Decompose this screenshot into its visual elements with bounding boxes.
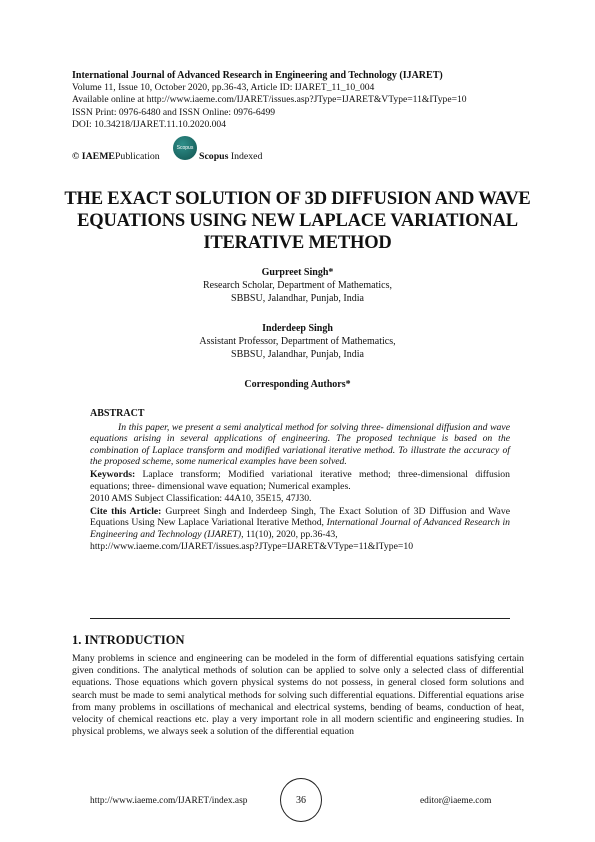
- available-line[interactable]: Available online at http://www.iaeme.com/IJARET/issues.asp?JType=IJARET&VType=11&IType=10: [72, 94, 467, 106]
- publication-text: Publication: [114, 151, 160, 162]
- keywords-text: Laplace transform; Modified variational iterative method; three-dimensional diffusion equations; three- dimensional wave equation; Numerical examples.: [90, 468, 510, 492]
- keywords-line: [90, 469, 510, 492]
- author-block-1: [0, 266, 595, 305]
- publisher-line: [72, 151, 160, 162]
- cite-journal: International Journal of Advanced Research in Engineering and Technology (IJARET),: [90, 517, 510, 540]
- author-block-2: [0, 322, 595, 361]
- scopus-indexed-label: [199, 151, 262, 162]
- introduction-body: Many problems in science and engineering can be modeled in the form of differential equations satisfying certain given conditions. The analytical methods of solution can be applied to solve only a selected class of differential equations. Those equations which govern physical systems do not possess, in general closed form solutions and search must be made to semi analytical methods for solving such differential equations. Differential equations arise from many problems in oscillations of mechanical and electrical systems, bending of beams, conduction of heat, velocity of chemical reactions etc. play a very important role in all modern scientific and engineering studies. In physical problems, we always seek a solution of the differential equation: [72, 653, 524, 738]
- paper-title: THE EXACT SOLUTION OF 3D DIFFUSION AND WAVE EQUATIONS USING NEW LAPLACE VARIATIONAL ITERATIVE METHOD: [64, 189, 531, 253]
- scopus-bold-text: Scopus: [199, 151, 229, 162]
- scopus-logo-text: Scopus: [176, 145, 194, 151]
- page-number-text: 36: [296, 794, 306, 806]
- author-name: Gurpreet Singh*: [261, 267, 334, 278]
- author-name: Inderdeep Singh: [262, 323, 333, 334]
- issn-line: ISSN Print: 0976-6480 and ISSN Online: 0976-6499: [72, 106, 276, 118]
- ams-classification: 2010 AMS Subject Classification: 44A10, 35E15, 47J30.: [90, 493, 312, 505]
- page-number: [280, 778, 322, 822]
- section-divider: [90, 618, 510, 619]
- cite-label: Cite this Article:: [90, 505, 162, 517]
- abstract-section: [90, 408, 510, 552]
- introduction-heading: 1. INTRODUCTION: [72, 633, 185, 647]
- cite-tail: 11(10), 2020, pp.36-43,: [243, 528, 338, 540]
- volume-line: Volume 11, Issue 10, October 2020, pp.36-43, Article ID: IJARET_11_10_004: [72, 82, 375, 94]
- cite-url-link[interactable]: http://www.iaeme.com/IJARET/issues.asp?JType=IJARET&VType=11&IType=10: [90, 540, 414, 552]
- corresponding-label: Corresponding Authors*: [244, 379, 351, 390]
- author-affiliation-line: Assistant Professor, Department of Mathematics,: [199, 336, 396, 347]
- author-affiliation-line: SBBSU, Jalandhar, Punjab, India: [231, 349, 364, 360]
- abstract-heading: ABSTRACT: [90, 408, 145, 419]
- copyright-text: © IAEME: [72, 151, 115, 162]
- journal-title: International Journal of Advanced Research in Engineering and Technology (IJARET): [72, 70, 443, 81]
- corresponding-authors: [0, 378, 595, 391]
- author-affiliation-line: Research Scholar, Department of Mathematics,: [203, 280, 392, 291]
- footer-email-link[interactable]: editor@iaeme.com: [420, 796, 492, 806]
- author-affiliation-line: SBBSU, Jalandhar, Punjab, India: [231, 293, 364, 304]
- keywords-label: Keywords:: [90, 468, 136, 480]
- scopus-logo-icon: [173, 136, 197, 160]
- footer-url-link[interactable]: http://www.iaeme.com/IJARET/index.asp: [90, 796, 248, 806]
- citation-block: [90, 506, 510, 552]
- indexed-text: Indexed: [228, 151, 263, 162]
- doi-line[interactable]: DOI: 10.34218/IJARET.11.10.2020.004: [72, 118, 227, 130]
- journal-header: [72, 70, 532, 131]
- abstract-body: In this paper, we present a semi analytical method for solving three- dimensional diffusion and wave equations arising in several applications of engineering. The proposed technique is based on the combination of Laplace transform and modified variational iterative method. To illustrate the accuracy of the proposed scheme, some numerical examples have been solved.: [90, 421, 510, 468]
- cite-text: Gurpreet Singh and Inderdeep Singh, The Exact Solution of 3D Diffusion and Wave Equations Using New Laplace Variational Iterative Method,: [90, 505, 510, 529]
